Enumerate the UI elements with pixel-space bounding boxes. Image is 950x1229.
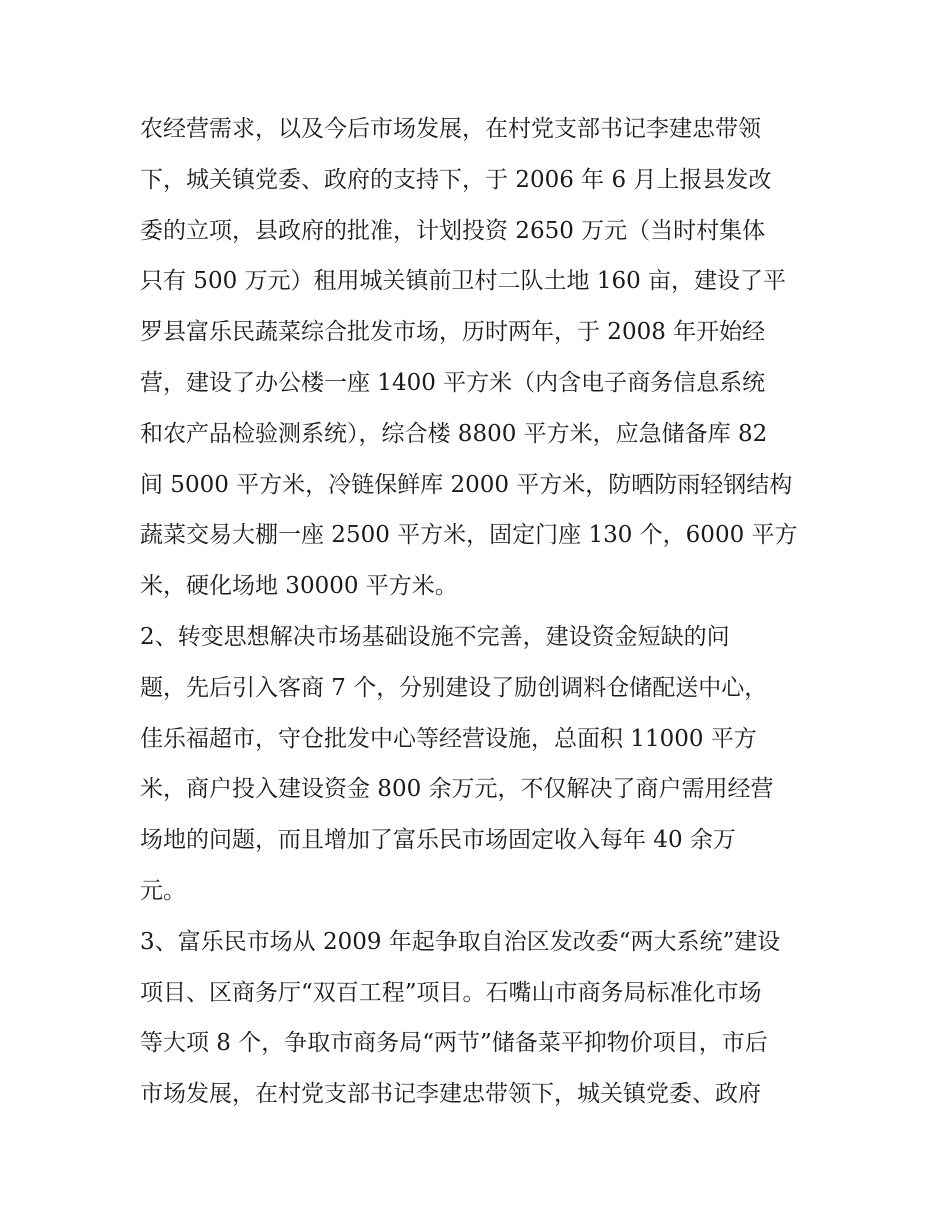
text-line: 场地的问题，而且增加了富乐民市场固定收入每年 40 余万 <box>140 827 736 854</box>
text-line: 米，硬化场地 30000 平方米。 <box>140 573 458 600</box>
text-line: 下，城关镇党委、政府的支持下，于 2006 年 6 月上报县发改 <box>140 166 772 193</box>
text-line: 间 5000 平方米，冷链保鲜库 2000 平方米，防晒防雨轻钢结构 <box>140 471 793 498</box>
text-line: 项目、区商务厅“双百工程”项目。石嘴山市商务局标准化市场 <box>140 979 762 1006</box>
text-line: 农经营需求，以及今后市场发展，在村党支部书记李建忠带领 <box>140 116 761 142</box>
text-line: 3、富乐民市场从 2009 年起争取自治区发改委“两大系统”建设 <box>140 928 781 955</box>
text-line: 罗县富乐民蔬菜综合批发市场，历时两年，于 2008 年开始经 <box>140 319 766 346</box>
text-line: 题，先后引入客商 7 个，分别建设了励创调料仓储配送中心， <box>140 674 768 701</box>
text-line: 和农产品检验测系统），综合楼 8800 平方米，应急储备库 82 <box>140 420 768 447</box>
text-line: 米，商户投入建设资金 800 余万元，不仅解决了商户需用经营 <box>140 776 774 803</box>
text-line: 2、转变思想解决市场基础设施不完善，建设资金短缺的问 <box>140 623 730 650</box>
text-line: 佳乐福超市，守仓批发中心等经营设施，总面积 11000 平方 <box>140 725 757 752</box>
text-line: 元。 <box>140 877 186 904</box>
text-line: 委的立项，县政府的批准，计划投资 2650 万元（当时村集体 <box>140 217 766 244</box>
body-text <box>140 104 820 1120</box>
text-line: 蔬菜交易大棚一座 2500 平方米，固定门座 130 个，6000 平方 <box>140 522 798 549</box>
text-line: 市场发展，在村党支部书记李建忠带领下，城关镇党委、政府 <box>140 1081 761 1108</box>
text-line: 只有 500 万元）租用城关镇前卫村二队土地 160 亩，建设了平 <box>140 268 787 295</box>
text-line: 等大项 8 个，争取市商务局“两节”储备菜平抑物价项目，市后 <box>140 1030 768 1057</box>
text-line: 营，建设了办公楼一座 1400 平方米（内含电子商务信息系统 <box>140 369 766 396</box>
